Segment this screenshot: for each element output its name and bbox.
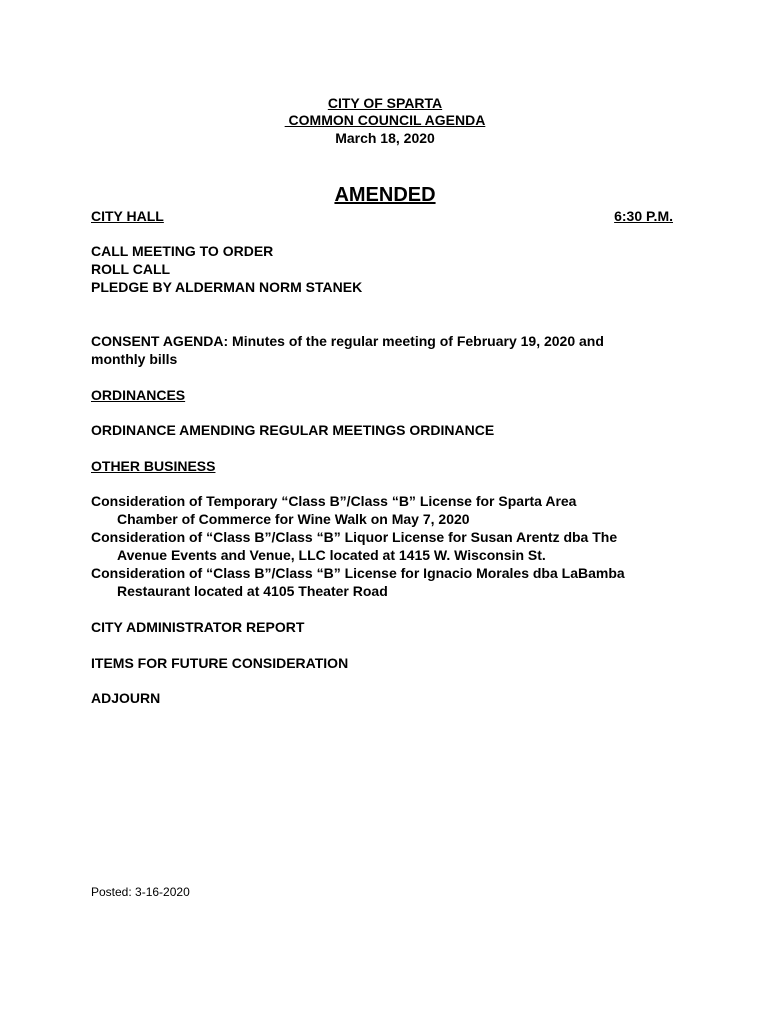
agenda-title: COMMON COUNCIL AGENDA (284, 112, 486, 128)
consent-agenda-line1: CONSENT AGENDA: Minutes of the regular meeting of February 19, 2020 and (91, 333, 604, 349)
administrator-report: CITY ADMINISTRATOR REPORT (91, 619, 305, 635)
roll-call: ROLL CALL (91, 261, 171, 277)
location-label: CITY HALL (91, 208, 164, 224)
business-item-3-line2: Restaurant located at 4105 Theater Road (117, 583, 388, 599)
pledge: PLEDGE BY ALDERMAN NORM STANEK (91, 279, 363, 295)
amended-heading: AMENDED (334, 184, 436, 206)
business-item-2-line2: Avenue Events and Venue, LLC located at 1415 W. Wisconsin St. (117, 547, 546, 563)
posted-date: Posted: 3-16-2020 (91, 885, 190, 899)
call-to-order: CALL MEETING TO ORDER (91, 243, 274, 259)
meeting-date: March 18, 2020 (335, 130, 435, 146)
city-title: CITY OF SPARTA (327, 95, 443, 111)
adjourn: ADJOURN (91, 690, 161, 706)
future-consideration: ITEMS FOR FUTURE CONSIDERATION (91, 655, 349, 671)
ordinances-heading: ORDINANCES (91, 387, 186, 403)
business-item-2-line1: Consideration of “Class B”/Class “B” Liquor License for Susan Arentz dba The (91, 529, 618, 545)
ordinance-item: ORDINANCE AMENDING REGULAR MEETINGS ORDINANCE (91, 422, 495, 438)
business-item-3-line1: Consideration of “Class B”/Class “B” License for Ignacio Morales dba LaBamba (91, 565, 625, 581)
business-item-1-line2: Chamber of Commerce for Wine Walk on May 7, 2020 (117, 511, 470, 527)
business-item-1-line1: Consideration of Temporary “Class B”/Class “B” License for Sparta Area (91, 493, 577, 509)
consent-agenda-line2: monthly bills (91, 351, 178, 367)
other-business-heading: OTHER BUSINESS (91, 458, 216, 474)
meeting-time: 6:30 P.M. (614, 208, 673, 224)
